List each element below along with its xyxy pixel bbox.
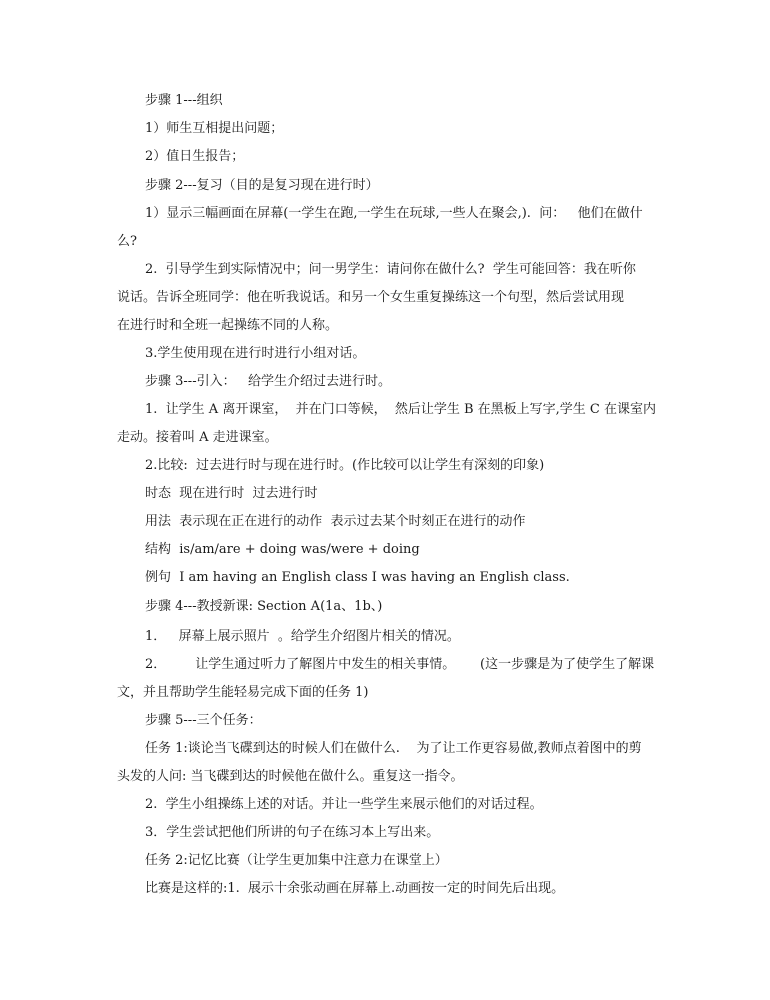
step-4-item-1: 1． 屏幕上展示照片 。给学生介绍图片相关的情况。 — [145, 629, 460, 644]
step-3-heading: 步骤 3---引入： 给学生介绍过去进行时。 — [145, 374, 391, 389]
step-1-item-1: 1）师生互相提出问题； — [145, 121, 284, 136]
comparison-tense-row: 时态 现在进行时 过去进行时 — [145, 486, 318, 501]
step-2-item-3: 3.学生使用现在进行时进行小组对话。 — [145, 346, 366, 361]
comparison-usage-row: 用法 表示现在正在进行的动作 表示过去某个时刻正在进行的动作 — [145, 514, 526, 529]
comparison-structure-row: 结构 is/am/are + doing was/were + doing — [145, 542, 420, 557]
step-3-item-1-line-1: 1. 让学生 A 离开课室， 并在门口等候， 然后让学生 B 在黑板上写字,学生 C 在课室内 — [145, 402, 657, 417]
task-1-line-2: 头发的人问: 当飞碟到达的时候他在做什么。重复这一指令。 — [117, 769, 464, 784]
step-4-item-2-line-2: 文，并且帮助学生能轻易完成下面的任务 1) — [117, 685, 369, 700]
step-1-item-2: 2）值日生报告； — [145, 149, 245, 164]
step-2-heading: 步骤 2---复习（目的是复习现在进行时） — [145, 178, 379, 193]
task-1-line-1: 任务 1:谈论当飞碟到达的时候人们在做什么. 为了让工作更容易做,教师点着图中的剪 — [145, 741, 642, 756]
comparison-example-row: 例句 I am having an English class I was having an English class. — [145, 570, 570, 585]
step-3-item-2: 2.比较: 过去进行时与现在进行时。(作比较可以让学生有深刻的印象) — [145, 458, 545, 473]
step-4-item-2-line-1: 2． 让学生通过听力了解图片中发生的相关事情。 (这一步骤是为了使学生了解课 — [145, 657, 655, 672]
task-2-rules: 比赛是这样的:1. 展示十余张动画在屏幕上.动画按一定的时间先后出现。 — [145, 881, 565, 896]
task-1-item-3: 3．学生尝试把他们所讲的句子在练习本上写出来。 — [145, 825, 440, 840]
step-1-heading: 步骤 1---组织 — [145, 93, 223, 108]
step-2-item-1-line-1: 1）显示三幅画面在屏幕(一学生在跑,一学生在玩球,一些人在聚会,). 问： 他们在做什 — [145, 206, 643, 221]
step-5-heading: 步骤 5---三个任务： — [145, 713, 262, 728]
task-2-heading: 任务 2:记忆比赛（让学生更加集中注意力在课堂上） — [145, 853, 448, 868]
step-2-item-2-line-3: 在进行时和全班一起操练不同的人称。 — [117, 318, 339, 333]
step-2-item-1-line-2: 么? — [117, 234, 137, 249]
step-3-item-1-line-2: 走动。接着叫 A 走进课室。 — [117, 430, 278, 445]
task-1-item-2: 2. 学生小组操练上述的对话。并让一些学生来展示他们的对话过程。 — [145, 797, 543, 812]
step-4-heading: 步骤 4---教授新课: Section A(1a、1b、) — [145, 599, 383, 614]
step-2-item-2-line-2: 说话。告诉全班同学：他在听我说话。和另一个女生重复操练这一个句型，然后尝试用现 — [117, 290, 625, 305]
step-2-item-2-line-1: 2. 引导学生到实际情况中；问一男学生：请问你在做什么? 学生可能回答：我在听你 — [145, 262, 636, 277]
